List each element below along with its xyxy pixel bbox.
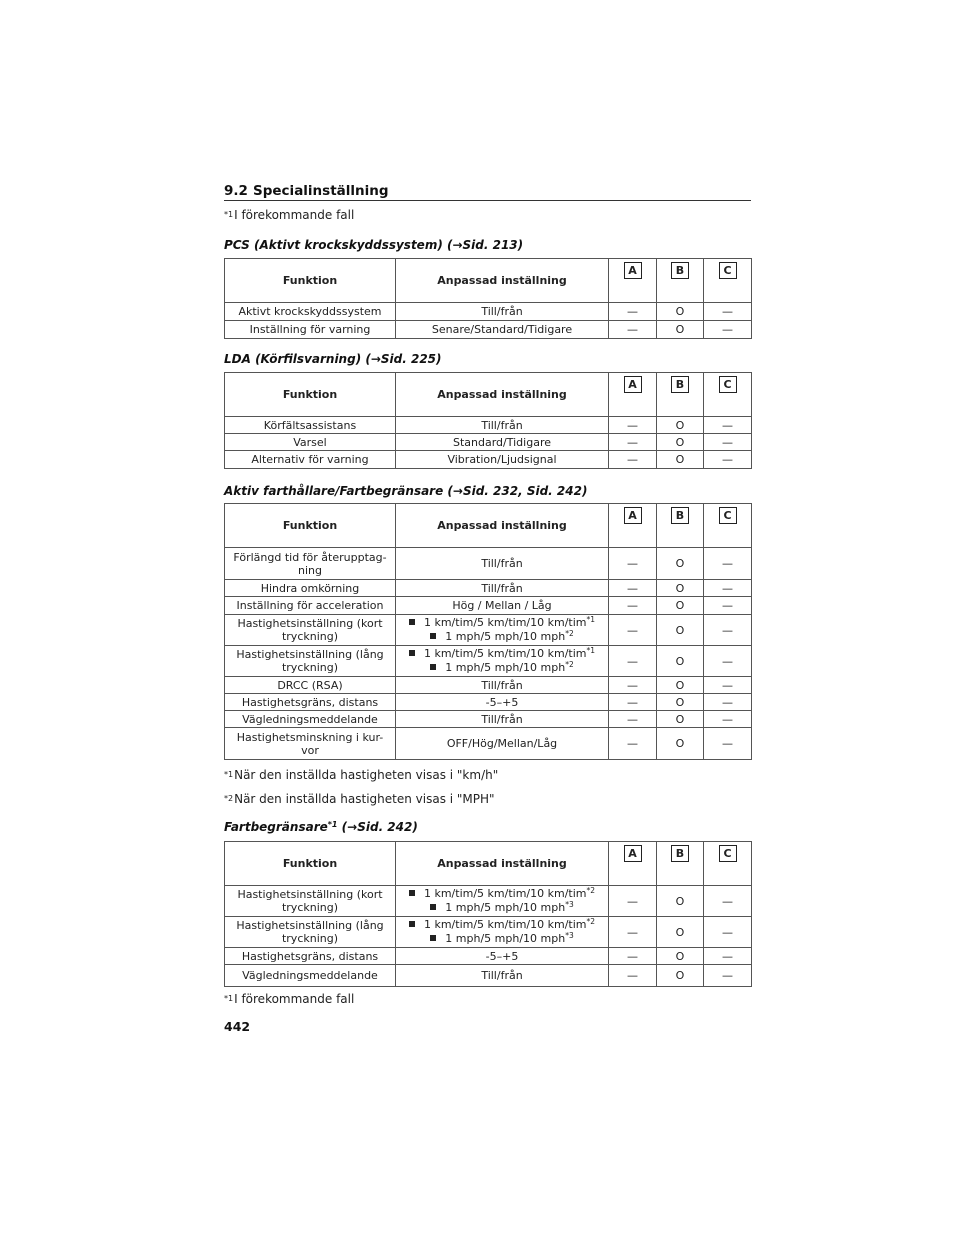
col-header-installning: Anpassad inställning xyxy=(396,373,609,417)
table-header-row xyxy=(225,259,752,303)
col-header-c: C xyxy=(719,507,737,524)
bullet-square-icon xyxy=(409,890,415,896)
col-header-c: C xyxy=(719,376,737,393)
col-header-funktion: Funktion xyxy=(225,504,396,548)
col-header-a: A xyxy=(624,262,642,279)
table-row: Hastighetsinställning (kort tryckning) 1 km/tim/5 km/tim/10 km/tim$^{*2}$ 1 mph/5 mph/10 mph$^{*3}$ — O — xyxy=(225,886,752,917)
col-header-c: C xyxy=(719,262,737,279)
col-header-b: B xyxy=(671,262,689,279)
col-header-c: C xyxy=(719,845,737,862)
table-title-lda: LDA (Körfilsvarning) (→Sid. 225) xyxy=(224,352,442,366)
table-title-fartbegransare: Fartbegränsare$^{*1}$ (→Sid. 242) xyxy=(224,820,418,834)
col-header-a: A xyxy=(624,845,642,862)
table-row: DRCC (RSA) Till/från — O — xyxy=(225,677,752,694)
list-item: 1 mph/5 mph/10 mph$^{*2}$ xyxy=(398,661,606,675)
table-title-acc: Aktiv farthållare/Fartbegränsare (→Sid. 232, Sid. 242) xyxy=(224,484,588,498)
list-item: 1 mph/5 mph/10 mph$^{*2}$ xyxy=(398,630,606,644)
table-row: Hastighetsinställning (lång tryckning) 1 km/tim/5 km/tim/10 km/tim$^{*1}$ 1 mph/5 mph/10 mph$^{*2}$ — O — xyxy=(225,646,752,677)
list-item: 1 km/tim/5 km/tim/10 km/tim$^{*1}$ xyxy=(398,616,606,630)
table-row: Vägledningsmeddelande Till/från — O — xyxy=(225,711,752,728)
col-header-a: A xyxy=(624,376,642,393)
footnote-mph: $^{*2}$När den inställda hastigheten visas i "MPH" xyxy=(224,792,495,806)
col-header-funktion: Funktion xyxy=(225,842,396,886)
col-header-installning: Anpassad inställning xyxy=(396,259,609,303)
table-row: Aktivt krockskyddssystem Till/från — O — xyxy=(225,303,752,321)
table-pcs xyxy=(224,258,752,339)
list-item: 1 mph/5 mph/10 mph$^{*3}$ xyxy=(398,932,606,946)
bullet-square-icon xyxy=(430,633,436,639)
bullet-square-icon xyxy=(430,904,436,910)
col-header-funktion: Funktion xyxy=(225,373,396,417)
table-row: Varsel Standard/Tidigare — O — xyxy=(225,434,752,451)
col-header-installning: Anpassad inställning xyxy=(396,842,609,886)
list-item: 1 km/tim/5 km/tim/10 km/tim$^{*2}$ xyxy=(398,918,606,932)
table-row: Hastighetsinställning (kort tryckning) 1 km/tim/5 km/tim/10 km/tim$^{*1}$ 1 mph/5 mph/10 mph$^{*2}$ — O — xyxy=(225,615,752,646)
table-header-row xyxy=(225,373,752,417)
list-item: 1 km/tim/5 km/tim/10 km/tim$^{*2}$ xyxy=(398,887,606,901)
table-row: Hastighetsminskning i kur- vor OFF/Hög/Mellan/Låg — O — xyxy=(225,728,752,760)
table-title-pcs: PCS (Aktivt krockskyddssystem) (→Sid. 213) xyxy=(224,238,524,252)
bullet-square-icon xyxy=(409,650,415,656)
list-item: 1 km/tim/5 km/tim/10 km/tim$^{*1}$ xyxy=(398,647,606,661)
table-row: Hastighetsinställning (lång tryckning) 1 km/tim/5 km/tim/10 km/tim$^{*2}$ 1 mph/5 mph/10 mph$^{*3}$ — O — xyxy=(225,917,752,948)
section-number: 9.2 xyxy=(224,183,248,199)
col-header-b: B xyxy=(671,845,689,862)
list-item: 1 mph/5 mph/10 mph$^{*3}$ xyxy=(398,901,606,915)
section-header xyxy=(224,180,751,201)
table-row: Hastighetsgräns, distans -5–+5 — O — xyxy=(225,948,752,965)
table-lda xyxy=(224,372,752,469)
table-row: Alternativ för varning Vibration/Ljudsignal — O — xyxy=(225,451,752,469)
bullet-square-icon xyxy=(430,935,436,941)
table-header-row xyxy=(225,842,752,886)
section-title: Specialinställning xyxy=(253,183,389,199)
table-row: Körfältsassistans Till/från — O — xyxy=(225,417,752,434)
bullet-square-icon xyxy=(409,921,415,927)
table-row: Hindra omkörning Till/från — O — xyxy=(225,580,752,597)
table-row: Förlängd tid för återupptag- ning Till/från — O — xyxy=(225,548,752,580)
table-row: Vägledningsmeddelande Till/från — O — xyxy=(225,965,752,987)
footnote-km: $^{*1}$När den inställda hastigheten visas i "km/h" xyxy=(224,768,499,782)
table-row: Hastighetsgräns, distans -5–+5 — O — xyxy=(225,694,752,711)
footnote-bottom: $^{*1}$I förekommande fall xyxy=(224,992,355,1006)
bullet-square-icon xyxy=(430,664,436,670)
col-header-b: B xyxy=(671,507,689,524)
table-acc xyxy=(224,503,752,760)
col-header-a: A xyxy=(624,507,642,524)
table-fartbegransare xyxy=(224,841,752,987)
page-number: 442 xyxy=(224,1019,251,1034)
table-header-row xyxy=(225,504,752,548)
table-row: Inställning för varning Senare/Standard/Tidigare — O — xyxy=(225,321,752,339)
table-row: Inställning för acceleration Hög / Mellan / Låg — O — xyxy=(225,597,752,615)
bullet-square-icon xyxy=(409,619,415,625)
col-header-b: B xyxy=(671,376,689,393)
col-header-funktion: Funktion xyxy=(225,259,396,303)
col-header-installning: Anpassad inställning xyxy=(396,504,609,548)
footnote-top: $^{*1}$I förekommande fall xyxy=(224,208,355,222)
